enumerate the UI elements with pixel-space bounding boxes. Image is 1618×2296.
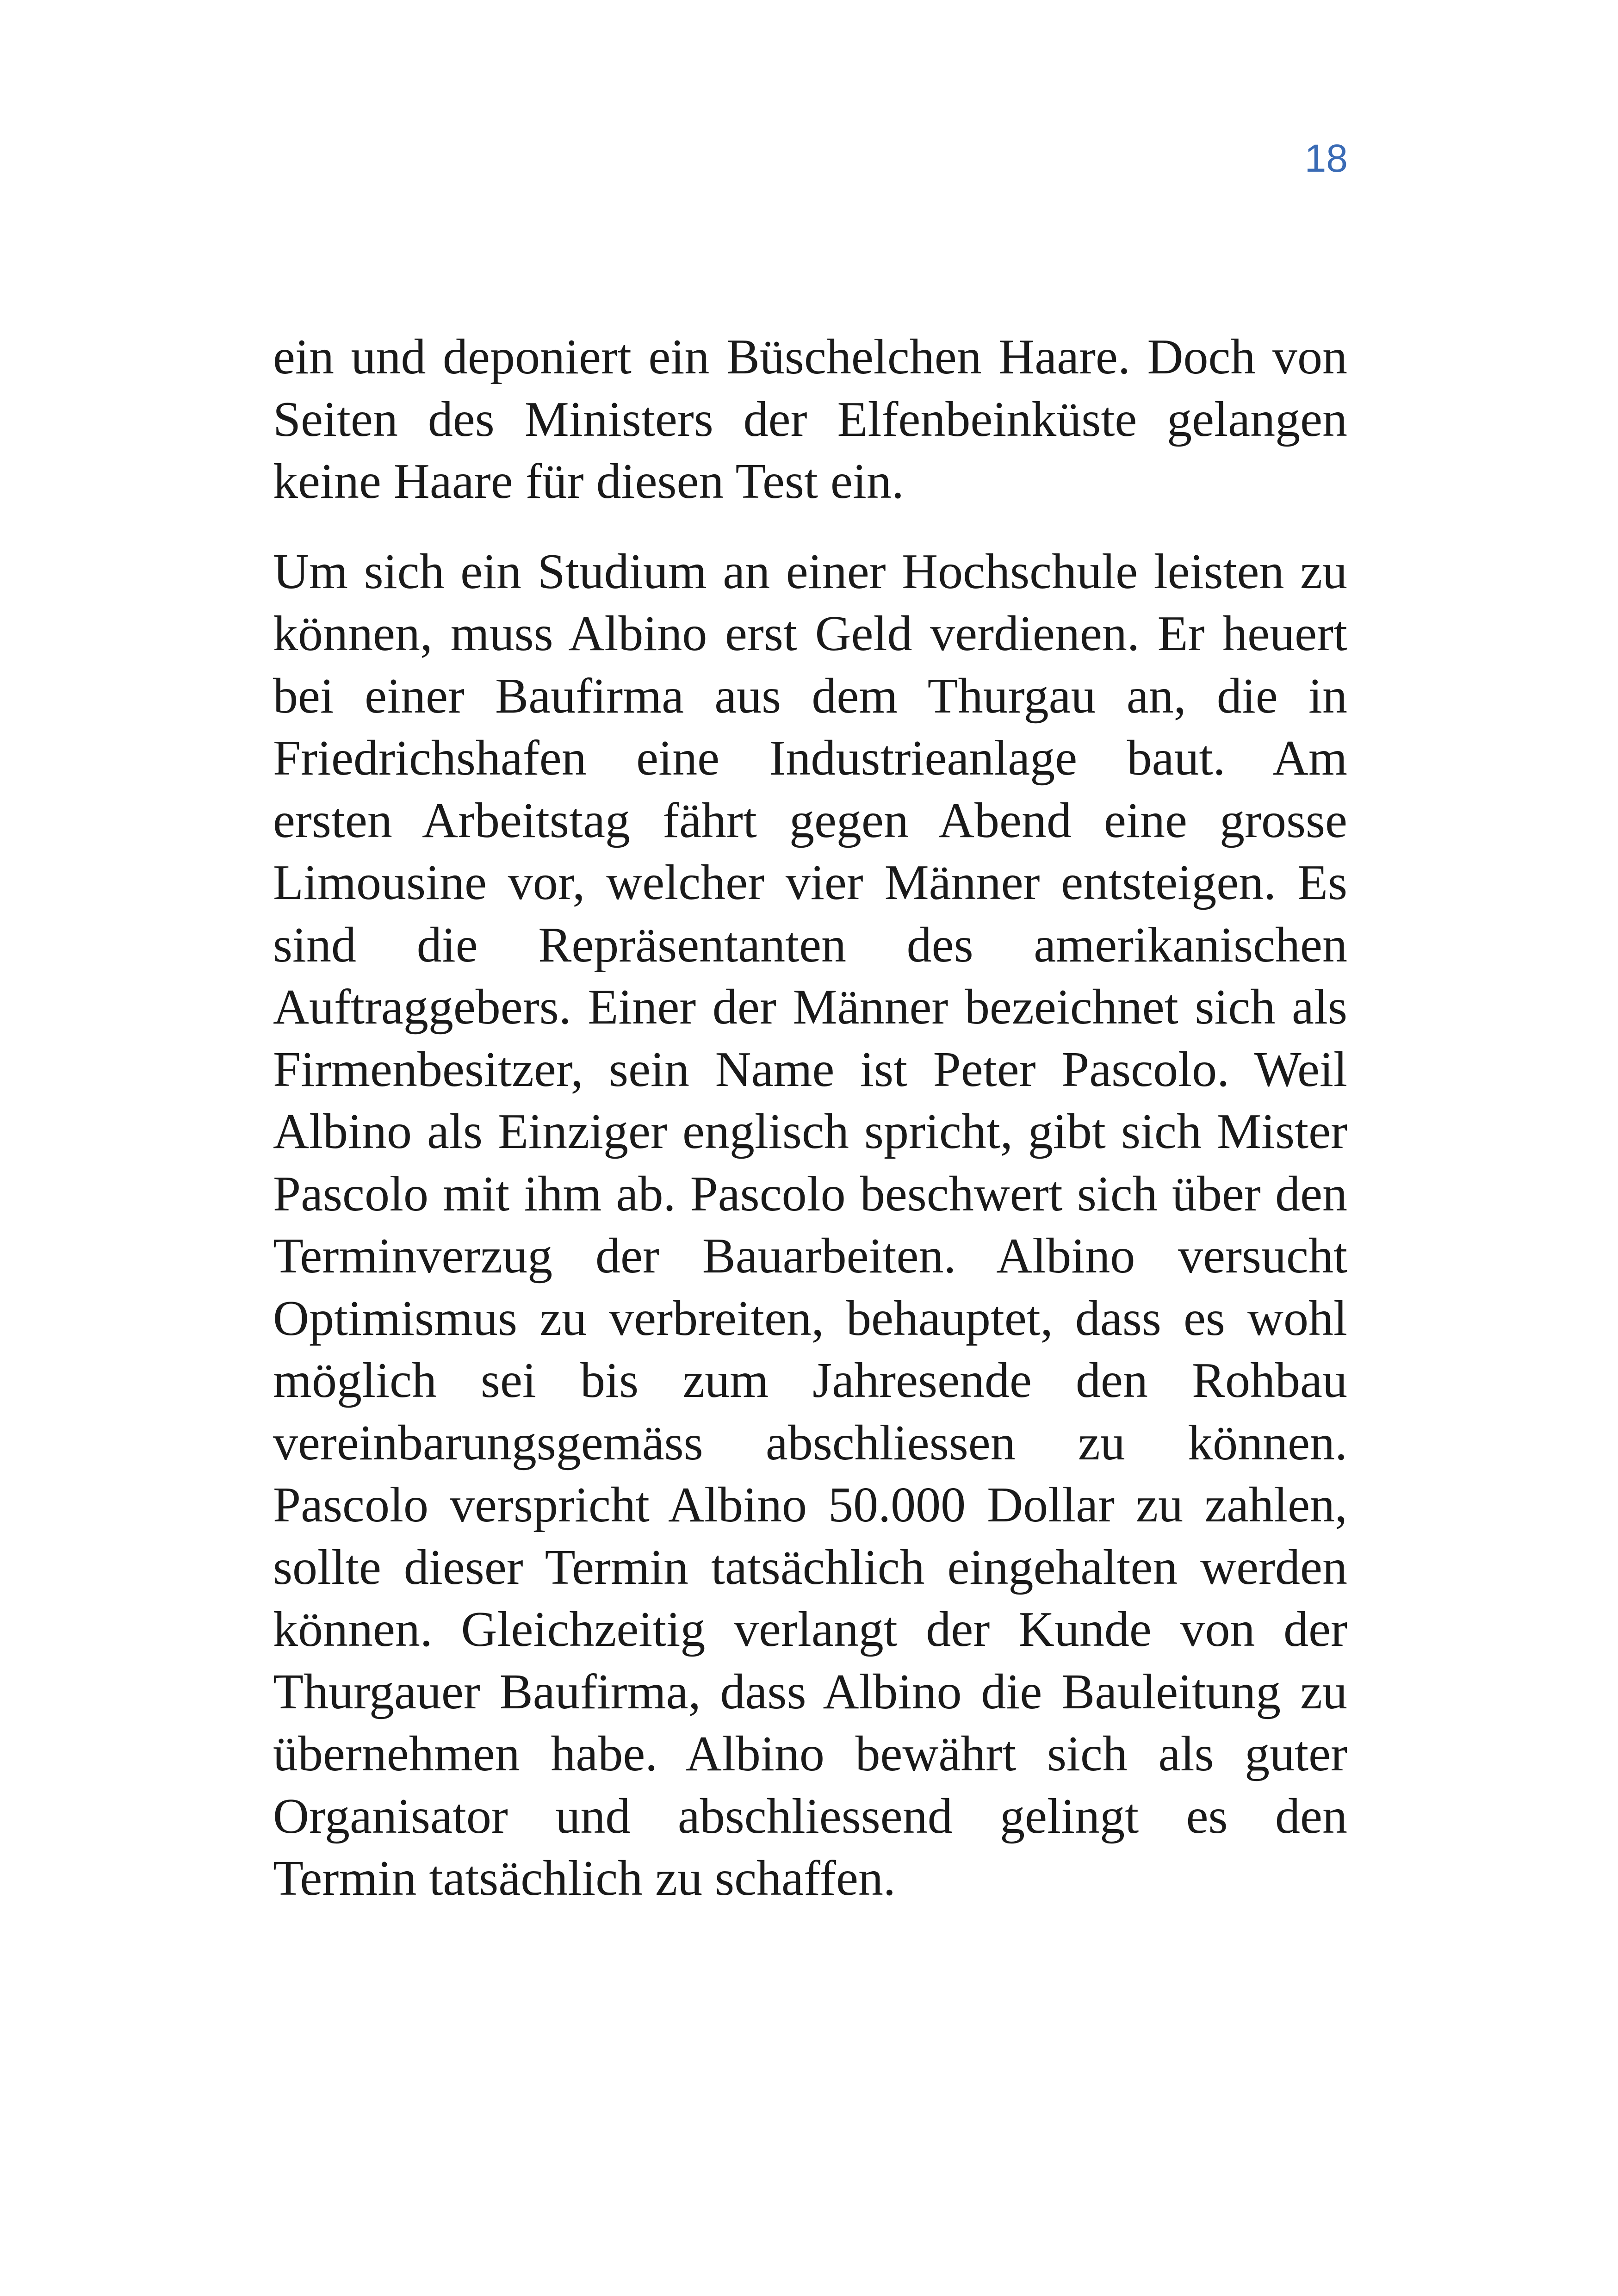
text-line: Auftraggebers. Einer der Männer bezeichnet sich als <box>273 980 1347 1035</box>
text-line: ersten Arbeitstag fährt gegen Abend eine grosse <box>273 793 1347 848</box>
text-line: Seiten des Ministers der Elfenbeinküste gelangen <box>273 391 1347 447</box>
text-line: sind die Repräsentanten des amerikanischen <box>273 917 1347 973</box>
text-line: bei einer Baufirma aus dem Thurgau an, die in <box>273 668 1347 724</box>
text-line: Pascolo mit ihm ab. Pascolo beschwert sich über den <box>273 1166 1347 1222</box>
text-line: Friedrichshafen eine Industrieanlage baut. Am <box>273 731 1347 786</box>
paragraph-2 <box>273 541 1347 1910</box>
text-line: Terminverzug der Bauarbeiten. Albino versucht <box>273 1229 1347 1284</box>
text-line: übernehmen habe. Albino bewährt sich als guter <box>273 1726 1347 1781</box>
text-line: Pascolo verspricht Albino 50.000 Dollar zu zahlen, <box>273 1477 1347 1533</box>
text-line: können. Gleichzeitig verlangt der Kunde von der <box>273 1602 1347 1657</box>
text-line: Organisator und abschliessend gelingt es den <box>273 1788 1347 1844</box>
text-line: möglich sei bis zum Jahresende den Rohbau <box>273 1353 1347 1408</box>
text-line: ein und deponiert ein Büschelchen Haare. Doch von <box>273 329 1347 385</box>
body-text <box>273 326 1347 1910</box>
text-line: Firmenbesitzer, sein Name ist Peter Pascolo. Weil <box>273 1042 1347 1097</box>
text-line: vereinbarungsgemäss abschliessen zu können. <box>273 1415 1347 1471</box>
text-line: Optimismus zu verbreiten, behauptet, dass es wohl <box>273 1291 1347 1346</box>
paragraph-spacer <box>273 513 1347 541</box>
text-line: Um sich ein Studium an einer Hochschule leisten zu <box>273 544 1347 599</box>
text-line: Albino als Einziger englisch spricht, gibt sich Mister <box>273 1104 1347 1159</box>
text-line: Limousine vor, welcher vier Männer entsteigen. Es <box>273 855 1347 910</box>
page-number: 18 <box>1304 137 1348 180</box>
text-line: Termin tatsächlich zu schaffen. <box>273 1851 896 1906</box>
paragraph-1 <box>273 326 1347 513</box>
text-line: können, muss Albino erst Geld verdienen. Er heuert <box>273 606 1347 661</box>
text-line: keine Haare für diesen Test ein. <box>273 454 904 509</box>
text-line: Thurgauer Baufirma, dass Albino die Bauleitung zu <box>273 1664 1347 1719</box>
text-line: sollte dieser Termin tatsächlich eingehalten werden <box>273 1539 1347 1595</box>
